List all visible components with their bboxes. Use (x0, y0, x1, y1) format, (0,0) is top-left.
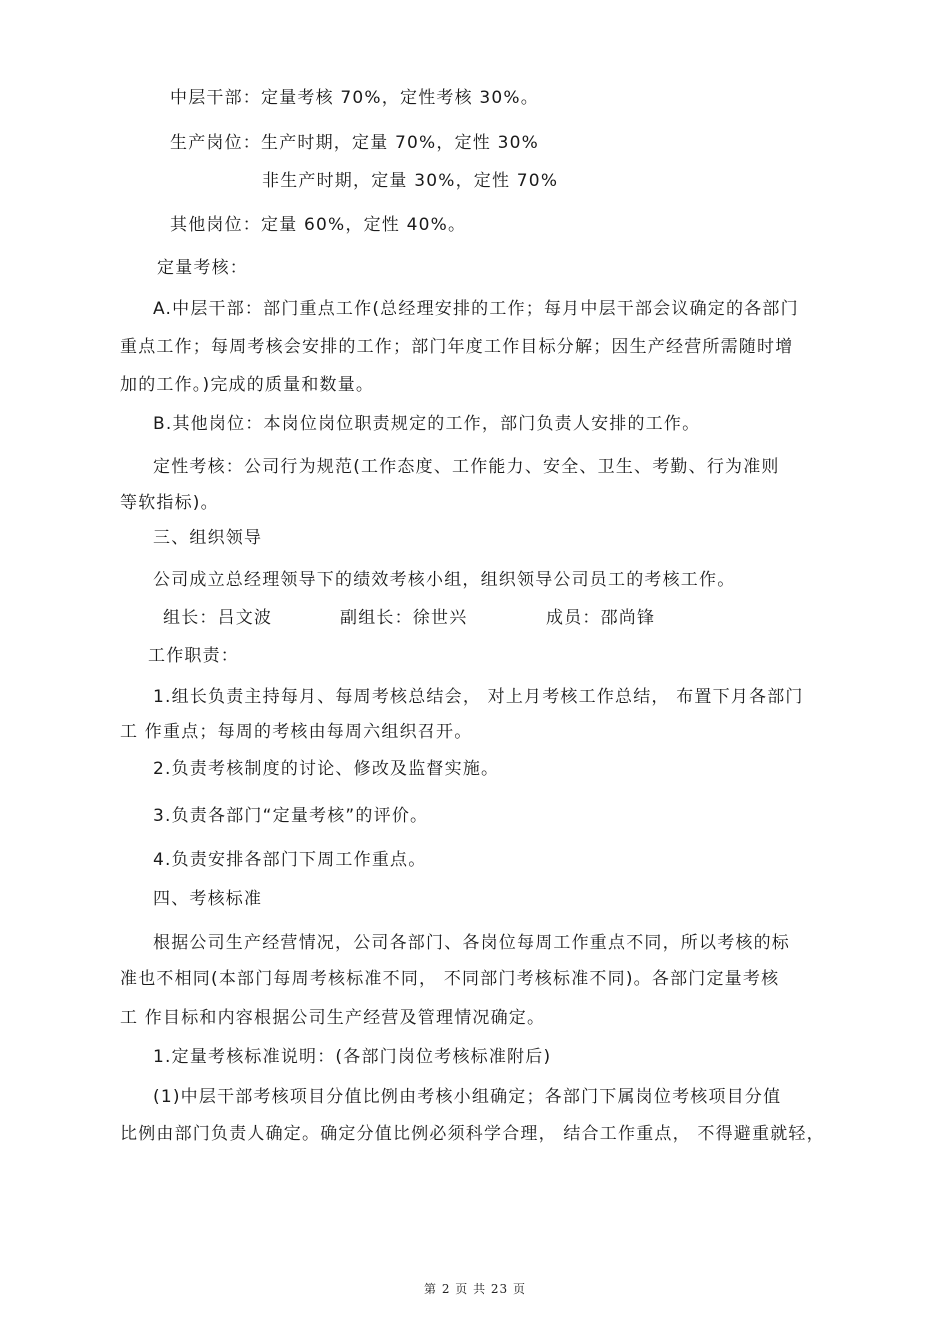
section4-p1-line1: 根据公司生产经营情况，公司各部门、各岗位每周工作重点不同，所以考核的标 (153, 933, 790, 953)
qualitative-line1: 定性考核：公司行为规范(工作态度、工作能力、安全、卫生、考勤、行为准则 (153, 457, 780, 477)
ratio-other-positions: 其他岗位：定量 60%，定性 40%。 (170, 215, 467, 235)
section4-heading: 四、考核标准 (153, 889, 263, 909)
group-deputy: 副组长：徐世兴 (340, 608, 468, 628)
section4-p1-line3: 工 作目标和内容根据公司生产经营及管理情况确定。 (120, 1008, 546, 1028)
quantitative-a-line2: 重点工作；每周考核会安排的工作；部门年度工作目标分解；因生产经营所需随时增 (120, 337, 794, 357)
section3-intro: 公司成立总经理领导下的绩效考核小组，组织领导公司员工的考核工作。 (153, 570, 736, 590)
duty2: 2.负责考核制度的讨论、修改及监督实施。 (153, 759, 500, 779)
ratio-middle-managers: 中层干部：定量考核 70%，定性考核 30%。 (170, 88, 539, 108)
page-number: 第 2 页 共 23 页 (424, 1282, 526, 1296)
quantitative-b-line: B.其他岗位：本岗位岗位职责规定的工作，部门负责人安排的工作。 (153, 414, 701, 434)
group-leader: 组长：吕文波 (163, 608, 273, 628)
duties-heading: 工作职责： (148, 646, 239, 666)
section4-sub1-line1: (1)中层干部考核项目分值比例由考核小组确定；各部门下属岗位考核项目分值 (153, 1087, 782, 1107)
section3-heading: 三、组织领导 (153, 528, 263, 548)
quantitative-a-line3: 加的工作。)完成的质量和数量。 (120, 375, 375, 395)
duty3: 3.负责各部门“定量考核”的评价。 (153, 806, 429, 826)
ratio-non-production-period: 非生产时期，定量 30%，定性 70% (262, 171, 559, 191)
duty1-line1: 1.组长负责主持每月、每周考核总结会， 对上月考核工作总结， 布置下月各部门 (153, 687, 804, 707)
quantitative-a-line1: A.中层干部：部门重点工作(总经理安排的工作；每月中层干部会议确定的各部门 (153, 299, 799, 319)
group-member: 成员：邵尚锋 (546, 608, 656, 628)
duty4: 4.负责安排各部门下周工作重点。 (153, 850, 427, 870)
section4-sub1-line2: 比例由部门负责人确定。确定分值比例必须科学合理， 结合工作重点， 不得避重就轻， (120, 1124, 825, 1144)
duty1-line2: 工 作重点；每周的考核由每周六组织召开。 (120, 722, 473, 742)
section4-p1-line2: 准也不相同(本部门每周考核标准不同， 不同部门考核标准不同)。各部门定量考核 (120, 969, 780, 989)
section4-item1: 1.定量考核标准说明：(各部门岗位考核标准附后) (153, 1047, 552, 1067)
quantitative-heading: 定量考核： (157, 258, 248, 278)
qualitative-line2: 等软指标)。 (120, 493, 219, 513)
ratio-production-period: 生产岗位：生产时期，定量 70%，定性 30% (170, 133, 539, 153)
